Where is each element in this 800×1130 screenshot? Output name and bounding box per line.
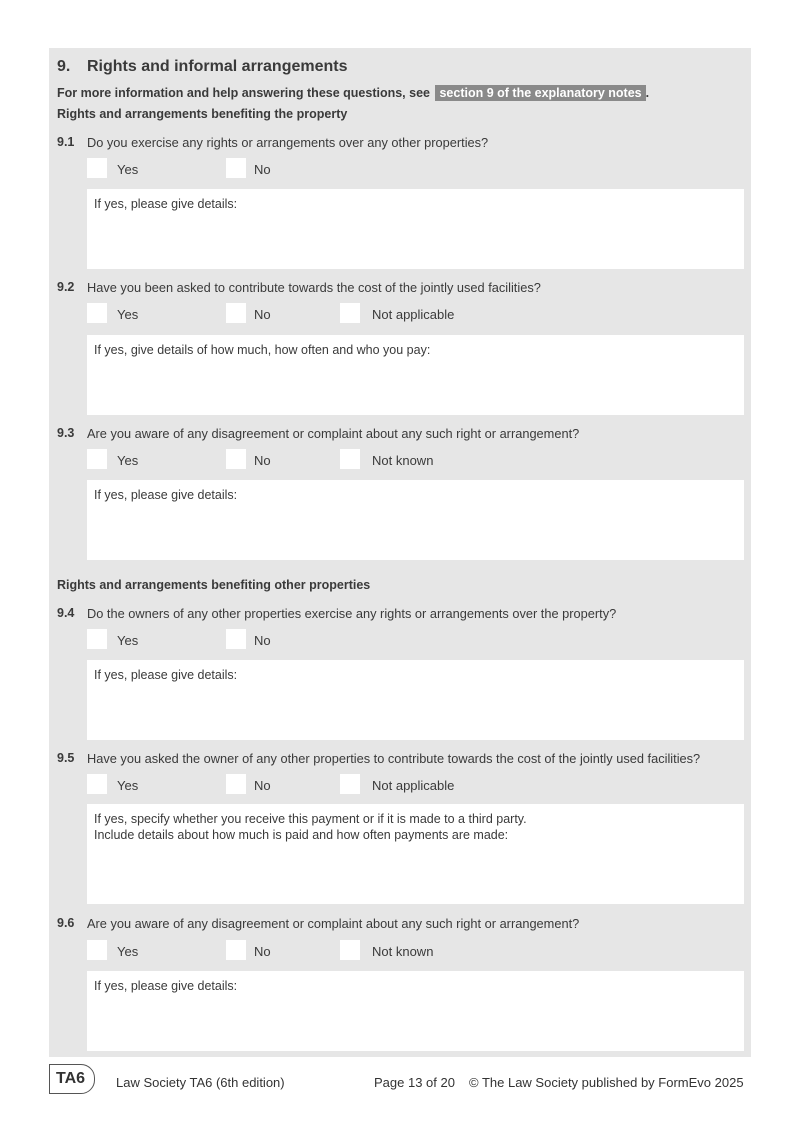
details-field[interactable] [87, 971, 744, 1051]
question-text: Do the owners of any other properties exercise any rights or arrangements over the property? [87, 606, 617, 621]
not-known-label: Not known [372, 944, 434, 959]
explanatory-notes-link[interactable]: section 9 of the explanatory notes [435, 85, 645, 101]
no-checkbox[interactable] [226, 774, 246, 794]
not-known-checkbox[interactable] [340, 449, 360, 469]
details-prompt: If yes, give details of how much, how often and who you pay: [94, 343, 431, 357]
details-prompt: If yes, please give details: [94, 668, 238, 682]
no-label: No [254, 778, 271, 793]
yes-label: Yes [117, 778, 139, 793]
not-applicable-checkbox[interactable] [340, 303, 360, 323]
no-label: No [254, 307, 271, 322]
details-field[interactable] [87, 335, 744, 415]
question-number: 9.6 [57, 916, 75, 930]
copyright: © The Law Society published by FormEvo 2025 [469, 1075, 744, 1090]
not-applicable-checkbox[interactable] [340, 774, 360, 794]
yes-label: Yes [117, 162, 139, 177]
details-prompt: If yes, please give details: [94, 488, 238, 502]
section-number: 9. [57, 58, 71, 75]
no-label: No [254, 453, 271, 468]
no-label: No [254, 944, 271, 959]
subheading-benefiting-other: Rights and arrangements benefiting other properties [57, 578, 371, 592]
yes-label: Yes [117, 307, 139, 322]
details-field[interactable] [87, 804, 744, 904]
no-checkbox[interactable] [226, 940, 246, 960]
yes-checkbox[interactable] [87, 449, 107, 469]
question-text: Do you exercise any rights or arrangements over any other properties? [87, 135, 489, 150]
yes-checkbox[interactable] [87, 940, 107, 960]
subheading-benefiting-property: Rights and arrangements benefiting the property [57, 107, 348, 121]
section-title: Rights and informal arrangements [87, 58, 348, 75]
yes-checkbox[interactable] [87, 158, 107, 178]
intro-end: . [645, 86, 650, 100]
intro-text: For more information and help answering these questions, see [57, 86, 430, 100]
question-number: 9.3 [57, 426, 75, 440]
question-number: 9.2 [57, 280, 75, 294]
no-checkbox[interactable] [226, 158, 246, 178]
not-applicable-label: Not applicable [372, 307, 455, 322]
question-text: Have you asked the owner of any other properties to contribute towards the cost of the jointly used facilities? [87, 751, 701, 766]
question-number: 9.5 [57, 751, 75, 765]
question-number: 9.1 [57, 135, 75, 149]
question-text: Are you aware of any disagreement or complaint about any such right or arrangement? [87, 426, 580, 441]
no-checkbox[interactable] [226, 303, 246, 323]
yes-checkbox[interactable] [87, 303, 107, 323]
yes-label: Yes [117, 453, 139, 468]
details-field[interactable] [87, 480, 744, 560]
details-prompt: If yes, specify whether you receive this payment or if it is made to a third party. Include details about how much is paid and how often payments are made: [94, 812, 527, 842]
not-applicable-label: Not applicable [372, 778, 455, 793]
ta6-logo: TA6 [49, 1064, 95, 1094]
no-label: No [254, 162, 271, 177]
question-number: 9.4 [57, 606, 75, 620]
yes-label: Yes [117, 944, 139, 959]
details-prompt: If yes, please give details: [94, 197, 238, 211]
section-intro [57, 85, 649, 101]
question-text: Are you aware of any disagreement or complaint about any such right or arrangement? [87, 916, 580, 931]
yes-checkbox[interactable] [87, 774, 107, 794]
not-known-checkbox[interactable] [340, 940, 360, 960]
not-known-label: Not known [372, 453, 434, 468]
yes-label: Yes [117, 633, 139, 648]
no-checkbox[interactable] [226, 629, 246, 649]
yes-checkbox[interactable] [87, 629, 107, 649]
details-field[interactable] [87, 189, 744, 269]
question-text: Have you been asked to contribute towards the cost of the jointly used facilities? [87, 280, 541, 295]
no-checkbox[interactable] [226, 449, 246, 469]
no-label: No [254, 633, 271, 648]
form-name: Law Society TA6 (6th edition) [116, 1075, 285, 1090]
details-prompt: If yes, please give details: [94, 979, 238, 993]
details-field[interactable] [87, 660, 744, 740]
page-number: Page 13 of 20 [374, 1075, 455, 1090]
